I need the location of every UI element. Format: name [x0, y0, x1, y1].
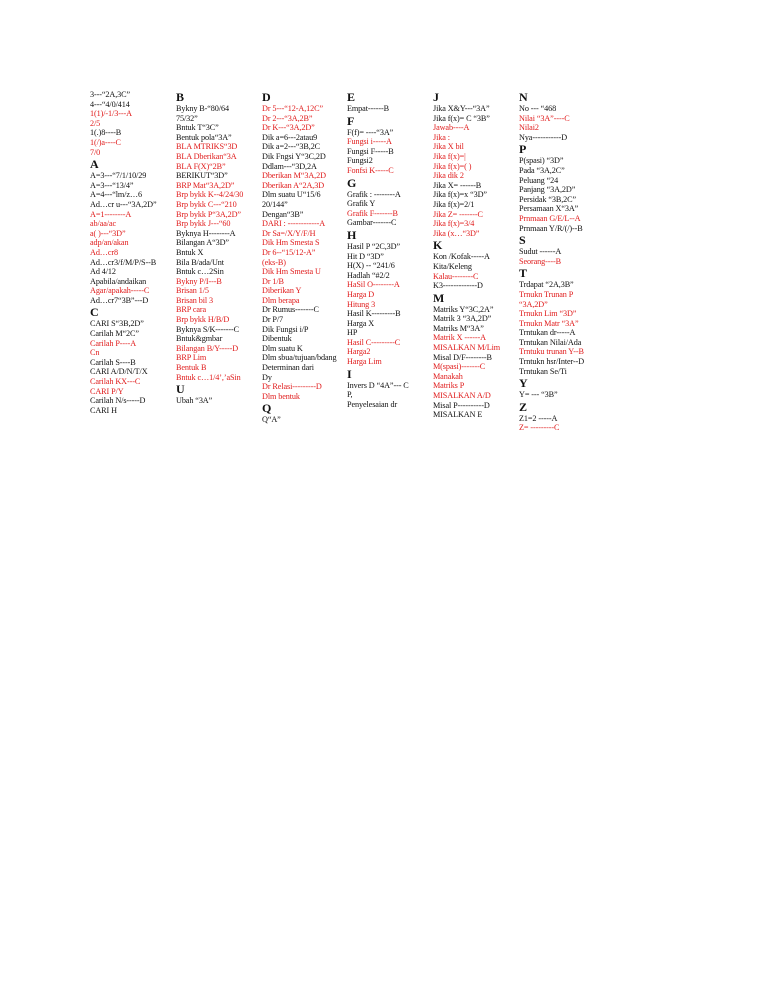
index-entry: Misal P----------D — [433, 400, 490, 410]
index-entry: MISALKAN E — [433, 410, 483, 420]
highlighted-entry: DARI : ------------A — [262, 219, 326, 229]
index-entry: Dik Fungsi i/P — [262, 324, 309, 334]
index-entry: Ad…cr7“3B”---D — [90, 295, 149, 305]
section-heading: D — [262, 90, 271, 104]
highlighted-entry: Trnukn Lim “3D” — [519, 309, 577, 319]
index-entry: 1(.)8----B — [90, 128, 122, 138]
index-entry: Dibentuk — [262, 334, 292, 344]
index-entry: Dik a=6---2atau9 — [262, 132, 318, 142]
highlighted-entry: Matrik X ------A — [433, 333, 486, 343]
highlighted-entry: MISALKAN M/Lim — [433, 343, 501, 353]
index-entry: 20/144” — [262, 199, 288, 209]
highlighted-entry: Nilai “3A”----C — [519, 113, 570, 123]
index-entry: CARI S“3B,2D” — [90, 319, 144, 329]
index-entry: Ubah “3A” — [176, 396, 213, 406]
index-entry: Ddlam---“3D,2A — [262, 161, 317, 171]
index-entry: Hasil P “2C,3D” — [347, 241, 401, 251]
index-entry: Jika X&Y---“3A” — [433, 104, 490, 113]
index-entry: Dlm suatu K — [262, 343, 303, 353]
highlighted-entry: Jika Z= -------C — [433, 209, 483, 219]
highlighted-entry: Dr 1/B — [262, 276, 284, 286]
highlighted-entry: A=1--------A — [90, 209, 132, 219]
index-entry: Bntuk&gmbar — [176, 334, 223, 344]
highlighted-entry: Prnmaan G/E/L--A — [519, 213, 581, 223]
highlighted-entry: Brp bykk P“3A,2D” — [176, 209, 241, 219]
index-entry: Fungsi2 — [347, 156, 373, 166]
index-entry: BERIKUT“3D” — [176, 171, 228, 181]
index-entry: H(X) -- “241/6 — [347, 261, 395, 271]
index-entry: Bila B/ada/Unt — [176, 257, 224, 267]
section-heading: P — [519, 142, 527, 157]
section-heading: Z — [519, 399, 528, 414]
index-entry: Bykny B-“80/64 — [176, 104, 229, 113]
index-entry: Jika f(x)=x “3D” — [433, 190, 487, 200]
highlighted-entry: Dlm berapa — [262, 295, 300, 305]
section-heading: N — [519, 90, 528, 104]
highlighted-entry: Dr Sa=/X/Y/F/H — [262, 228, 316, 238]
highlighted-entry: “3A,2D” — [519, 299, 548, 309]
highlighted-entry: Dberikan A“2A,3D — [262, 180, 325, 190]
index-entry: Dik Fngsi Y“3C,2D — [262, 151, 326, 161]
index-entry: Hit D “3D” — [347, 251, 384, 261]
highlighted-entry: Dr 5---“12-A,12C” — [262, 104, 324, 113]
highlighted-entry: a( )---“3D” — [90, 228, 126, 238]
highlighted-entry: Fungsi i-----A — [347, 137, 392, 147]
highlighted-entry: Nilai2 — [519, 123, 539, 133]
highlighted-entry: Harga D — [347, 289, 375, 299]
index-entry: Jika f(x)= C “3B” — [433, 113, 490, 123]
highlighted-entry: Seorang----B — [519, 256, 561, 266]
section-heading: G — [347, 175, 357, 190]
index-entry: Carilah S----B — [90, 357, 136, 367]
index-entry: Persamaan X“3A” — [519, 204, 579, 214]
highlighted-entry: Grafik F-------B — [347, 208, 398, 218]
index-column-5 — [433, 90, 500, 420]
highlighted-entry: Jika f(x)=( ) — [433, 161, 472, 171]
index-entry: Ad…cr u---“3A,2D” — [90, 199, 157, 209]
highlighted-entry: BRP Mat“3A,2D” — [176, 180, 235, 190]
highlighted-entry: Carilah P----A — [90, 338, 137, 348]
index-entry: CARI A/D/N/T/X — [90, 367, 148, 377]
highlighted-entry: Kalau--------C — [433, 271, 479, 281]
highlighted-entry: Brp bykk H/B/D — [176, 315, 230, 325]
index-entry: Dy — [262, 372, 272, 382]
highlighted-entry: Ad…cr8 — [90, 247, 119, 257]
highlighted-entry: Trntuku trunan Y--B — [519, 347, 584, 357]
section-heading: J — [433, 90, 439, 104]
index-entry: Dlm suatu U“15/6 — [262, 190, 321, 200]
highlighted-entry: 1(1)/-1/3---A — [90, 109, 132, 119]
highlighted-entry: Brp bykk J---“60 — [176, 219, 231, 229]
highlighted-entry: BRP cara — [176, 305, 207, 315]
index-column-1 — [90, 90, 157, 415]
index-entry: Dengan“3B” — [262, 209, 304, 219]
index-entry: 75/32” — [176, 113, 198, 123]
index-entry: Z1=2 -----A — [519, 413, 558, 423]
section-heading: B — [176, 90, 185, 104]
index-entry: Matriks Y“3C,2A” — [433, 304, 494, 314]
highlighted-entry: Matriks P — [433, 381, 465, 391]
index-entry: Trntukn hsr/Inter--D — [519, 357, 585, 367]
index-entry: Q“A” — [262, 415, 281, 425]
highlighted-entry: Jika f(x)=3/4 — [433, 219, 475, 229]
index-entry: Grafik : --------A — [347, 189, 401, 199]
highlighted-entry: Dr 2---“3A,2B” — [262, 113, 313, 123]
index-entry: Misal D/F--------B — [433, 352, 492, 362]
index-entry: No --- “468 — [519, 104, 557, 113]
index-entry: Fungsi F-----B — [347, 146, 394, 156]
highlighted-entry: 1(/)a----C — [90, 137, 121, 147]
highlighted-entry: 2/5 — [90, 118, 101, 128]
index-entry: Matrik 3 “3A,2D” — [433, 314, 492, 324]
highlighted-entry: Jika f(x)=| — [433, 151, 466, 161]
section-heading: U — [176, 382, 185, 397]
section-heading: A — [90, 157, 99, 172]
highlighted-entry: Cn — [90, 348, 100, 358]
index-entry: Carilah N/s-----D — [90, 396, 146, 406]
index-entry: Byknya H--------A — [176, 228, 236, 238]
index-entry: Kon /Kofak-----A — [433, 252, 490, 262]
index-entry: Pada “3A,2C” — [519, 165, 565, 175]
highlighted-entry: Bentuk B — [176, 363, 207, 373]
highlighted-entry: M(spasi)-------C — [433, 362, 486, 372]
highlighted-entry: Jawab----A — [433, 123, 470, 133]
highlighted-entry: Dik Hm Smesta S — [262, 238, 320, 248]
highlighted-entry: Bilangan B/Y-----D — [176, 343, 239, 353]
highlighted-entry: Jika X bil — [433, 142, 464, 152]
section-heading: E — [347, 90, 356, 104]
highlighted-entry: Dr K---“3A,2D” — [262, 123, 315, 133]
highlighted-entry: Dik Hm Smesta U — [262, 267, 321, 277]
highlighted-entry: Trnukn Trunan P — [519, 289, 574, 299]
highlighted-entry: Fonfsi K-----C — [347, 165, 394, 175]
highlighted-entry: Manakah — [433, 371, 463, 381]
index-entry: Dr Rumus-------C — [262, 305, 319, 315]
section-heading: F — [347, 113, 355, 128]
highlighted-entry: Diberikan Y — [262, 286, 302, 296]
index-entry: Trntukan Se/Ti — [519, 366, 567, 376]
index-entry: P, — [347, 390, 353, 400]
highlighted-entry: BLA F(X)“2B” — [176, 161, 226, 171]
index-entry: Dlm sbua/tujuan/bdang — [262, 353, 337, 363]
highlighted-entry: Dlm bentuk — [262, 391, 300, 401]
highlighted-entry: 7/0 — [90, 147, 101, 157]
highlighted-entry: Harga2 — [347, 347, 371, 357]
highlighted-entry: ab/aa/ac — [90, 219, 117, 229]
highlighted-entry: BLA Dberikan“3A — [176, 151, 237, 161]
index-entry: 4---“4/0/414 — [90, 99, 130, 109]
index-entry: Empat------B — [347, 104, 389, 113]
index-entry: F(f)= ----“3A” — [347, 127, 394, 137]
index-entry: Peluang “24 — [519, 175, 559, 185]
index-entry: Nya-----------D — [519, 132, 568, 142]
highlighted-entry: Agar/apakah-----C — [90, 286, 150, 296]
index-column-3 — [262, 90, 337, 425]
index-column-4 — [347, 90, 409, 409]
index-entry: Bilangan A“3D” — [176, 238, 229, 248]
highlighted-entry: adp/an/akan — [90, 238, 129, 248]
highlighted-entry: Brisan bil 3 — [176, 295, 214, 305]
index-entry: Bntuk X — [176, 247, 204, 257]
highlighted-entry: Dberikan M“3A,2D — [262, 171, 326, 181]
highlighted-entry: MISALKAN A/D — [433, 391, 491, 401]
index-entry: Hadlah “#2/2 — [347, 270, 390, 280]
index-entry: Persidak “3B,2C” — [519, 194, 577, 204]
index-entry: Matriks M“3A” — [433, 323, 484, 333]
index-entry: Dr P/7 — [262, 315, 284, 325]
index-entry: Sudut ------A — [519, 247, 562, 257]
highlighted-entry: Hasil C---------C — [347, 337, 401, 347]
index-entry: K3-------------D — [433, 281, 483, 291]
section-heading: H — [347, 227, 357, 242]
index-entry: A=3---“13/4” — [90, 180, 134, 190]
section-heading: M — [433, 290, 445, 305]
index-entry: Jika X= ------B — [433, 180, 482, 190]
highlighted-entry: Bntuk c…1/4’,’aSin — [176, 372, 241, 382]
highlighted-entry: Brp bykk K--4/24/30 — [176, 190, 244, 200]
index-entry: Harga X — [347, 318, 375, 328]
highlighted-entry: BLA MTRIKS“3D — [176, 142, 238, 152]
index-entry: Dik a=2---“3B,2C — [262, 142, 321, 152]
index-entry: Penyelesaian dr — [347, 399, 398, 409]
index-entry: Ad 4/12 — [90, 267, 116, 277]
index-entry: Bentuk pola“3A” — [176, 132, 232, 142]
section-heading: Y — [519, 376, 528, 391]
index-entry: Trdapat “2A,3B” — [519, 280, 574, 290]
index-entry: A=4---“lm/z…6 — [90, 190, 142, 200]
index-entry: Gambar-------C — [347, 218, 397, 228]
index-entry: Trntukan dr-----A — [519, 328, 576, 338]
index-entry: Jika f(x)=2/1 — [433, 199, 475, 209]
index-entry: P(spasi) “3D” — [519, 156, 564, 166]
index-entry: A=3---“7/1/10/29 — [90, 171, 147, 181]
index-entry: Ad…cr3/f/M/P/S--B — [90, 257, 157, 267]
index-entry: Determinan dari — [262, 363, 314, 373]
section-heading: I — [347, 366, 352, 381]
highlighted-entry: Carilah KX---C — [90, 377, 141, 387]
highlighted-entry: Hitung 3 — [347, 299, 376, 309]
highlighted-entry: Brisan 1/5 — [176, 286, 209, 296]
index-entry: Grafik Y — [347, 199, 376, 209]
section-heading: C — [90, 305, 99, 320]
index-entry: Invers D “4A”--- C — [347, 380, 409, 390]
highlighted-entry: Brp bykk C---“210 — [176, 199, 237, 209]
highlighted-entry: Bykny P/I---B — [176, 276, 222, 286]
index-entry: Bntuk c…2Sin — [176, 267, 224, 277]
highlighted-entry: Harga Lim — [347, 357, 382, 367]
section-heading: Q — [262, 401, 272, 416]
highlighted-entry: Jika (x…“3D” — [433, 228, 480, 238]
highlighted-entry: Trnukn Matr “3A” — [519, 318, 579, 328]
index-entry: Trntukan Nilai/Ada — [519, 337, 582, 347]
index-entry: Y= --- “3B” — [519, 390, 558, 400]
highlighted-entry: Jika dik 2 — [433, 171, 464, 181]
index-entry: Apabila/andaikan — [90, 276, 147, 286]
highlighted-entry: Jika : — [433, 132, 450, 142]
highlighted-entry: Dr 6--“15/12-A” — [262, 247, 316, 257]
section-heading: S — [519, 233, 526, 248]
section-heading: T — [519, 266, 528, 281]
highlighted-entry: Dr Relasi---------D — [262, 382, 322, 392]
index-entry: Byknya S/K-------C — [176, 324, 240, 334]
index-column-2 — [176, 90, 243, 406]
index-entry: Bntuk T“3C” — [176, 123, 219, 133]
index-entry: Carilah M“2C” — [90, 329, 139, 339]
index-column-6 — [519, 90, 584, 433]
index-entry: CARI H — [90, 405, 117, 415]
highlighted-entry: Z= ---------C — [519, 423, 560, 433]
highlighted-entry: HaSil O--------A — [347, 280, 400, 290]
index-entry: Hasil K---------B — [347, 309, 401, 319]
index-entry: Prnmaan Y/R/(/)--B — [519, 223, 583, 233]
index-entry: Panjang “3A,2D” — [519, 185, 576, 195]
highlighted-entry: BRP Lim — [176, 353, 207, 363]
highlighted-entry: CARI P/Y — [90, 386, 124, 396]
index-entry: Kita/Keleng — [433, 261, 472, 271]
section-heading: K — [433, 238, 443, 253]
index-entry: HP — [347, 328, 358, 338]
highlighted-entry: (eks-B) — [262, 257, 286, 267]
index-entry: 3---“2A,3C” — [90, 90, 131, 99]
